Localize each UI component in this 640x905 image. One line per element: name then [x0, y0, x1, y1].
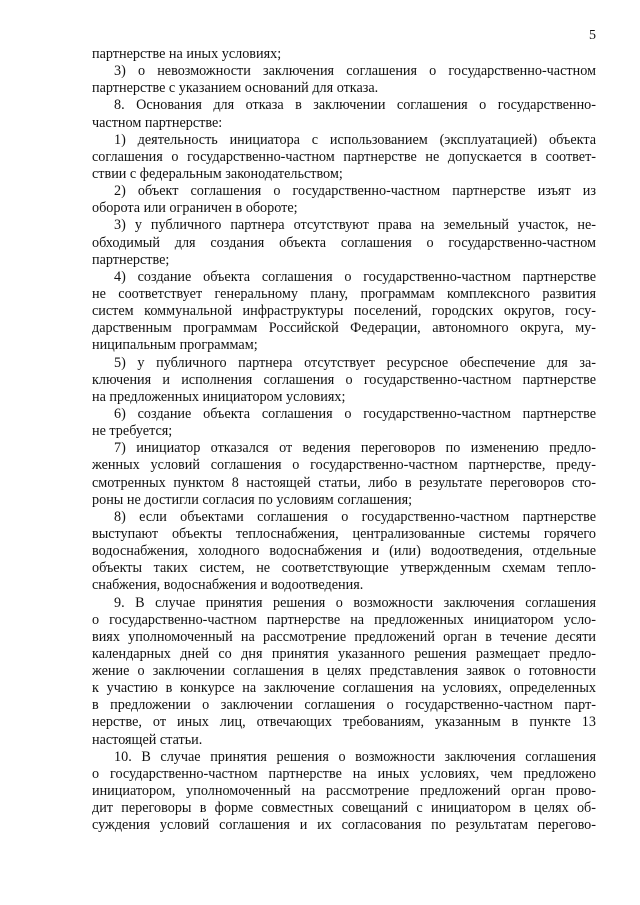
text-line: 8. Основания для отказа в заключении соглашения о государственно-	[114, 97, 596, 114]
text-line: 7) инициатор отказался от ведения переговоров по изменению предло-	[114, 440, 596, 457]
text-line: партнерстве с указанием оснований для отказа.	[92, 80, 379, 97]
text-line: 1) деятельность инициатора с использованием (эксплуатацией) объекта	[114, 131, 596, 148]
text-line: ствии с федеральным законодательством;	[92, 165, 343, 182]
text-line: календарных дней со дня принятия указанного решения размещает предло-	[92, 645, 596, 662]
text-line: о государственно-частном партнерстве на предложенных инициатором усло-	[92, 611, 596, 628]
text-line: дит переговоры в форме совместных совещаний с инициатором в целях об-	[92, 800, 596, 817]
text-line: 2) объект соглашения о государственно-частном партнерстве изъят из	[114, 183, 596, 200]
text-line: партнерстве на иных условиях;	[92, 46, 282, 62]
text-line: водоснабжения, холодного водоснабжения и (или) водоотведения, отдельные	[92, 543, 596, 560]
text-line: не соответствует генеральному плану, программам комплексного развития	[92, 285, 596, 302]
text-line: инициатором, уполномоченный на рассмотрение предложений орган прово-	[92, 783, 596, 800]
text-line: к участию в конкурсе на заключение соглашения на условиях, определенных	[92, 680, 596, 697]
page-number: 5	[589, 28, 596, 43]
text-line: дарственным программам Российской Федерации, автономного округа, му-	[92, 320, 596, 337]
text-line: женных условий соглашения о государственно-частном партнерстве, преду-	[92, 457, 596, 474]
text-line: виях уполномоченный на рассмотрение предложений орган в течение десяти	[92, 628, 596, 645]
text-line: 6) создание объекта соглашения о государственно-частном партнерстве	[114, 405, 596, 422]
text-line: суждения условий соглашения и их согласования по результатам перегово-	[92, 817, 596, 834]
text-line: 10. В случае принятия решения о возможности заключения соглашения	[114, 748, 596, 765]
text-line: на предложенных инициатором условиях;	[92, 388, 346, 405]
text-line: 9. В случае принятия решения о возможности заключения соглашения	[114, 594, 596, 611]
text-line: смотренных пунктом 8 настоящей статьи, либо в результате переговоров сто-	[92, 474, 596, 491]
text-line: 8) если объектами соглашения о государственно-частном партнерстве	[114, 508, 596, 525]
text-line: частном партнерстве:	[92, 114, 223, 131]
text-line: обходимый для создания объекта соглашения о государственно-частном	[92, 234, 596, 251]
text-line: ниципальным программам;	[92, 337, 258, 354]
text-line: объекты таких систем, не соответствующие утвержденным схемам тепло-	[92, 560, 596, 577]
text-line: не требуется;	[92, 423, 173, 440]
text-line: партнерстве;	[92, 251, 170, 268]
text-line: о государственно-частном партнерстве на иных условиях, чем предложено	[92, 765, 596, 782]
text-line: систем коммунальной инфраструктуры поселений, городских округов, госу-	[92, 303, 596, 320]
text-line: роны не достигли согласия по условиям соглашения;	[92, 491, 413, 508]
text-line: ключения и исполнения соглашения о государственно-частном партнерстве	[92, 371, 596, 388]
text-line: нерстве, от иных лиц, отвечающих требованиям, указанным в пункте 13	[92, 714, 596, 731]
text-line: 5) у публичного партнера отсутствует ресурсное обеспечение для за-	[114, 354, 596, 371]
text-line: жение о заключении соглашения в целях представления заявок о готовности	[92, 663, 596, 680]
text-line: снабжения, водоснабжения и водоотведения.	[92, 577, 364, 594]
text-line: 3) у публичного партнера отсутствуют права на земельный участок, не-	[114, 217, 596, 234]
text-line: соглашения о государственно-частном партнерстве не допускается в соответ-	[92, 148, 596, 165]
text-line: 4) создание объекта соглашения о государственно-частном партнерстве	[114, 268, 596, 285]
body-text	[92, 46, 596, 834]
text-line: оборота или ограничен в обороте;	[92, 200, 298, 217]
text-line: 3) о невозможности заключения соглашения о государственно-частном	[114, 63, 596, 80]
text-line: настоящей статьи.	[92, 731, 203, 748]
text-line: в предложении о заключении соглашения о государственно-частном парт-	[92, 697, 596, 714]
text-line: выступают объекты теплоснабжения, централизованные системы горячего	[92, 525, 596, 542]
